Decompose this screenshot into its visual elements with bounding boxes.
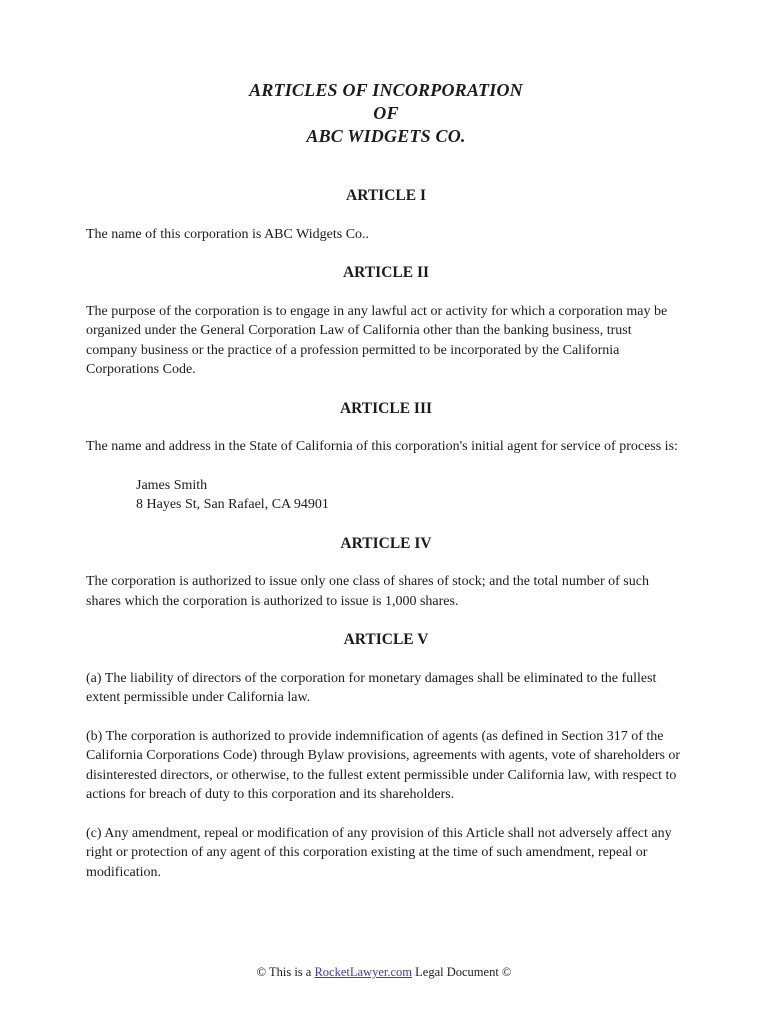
document-title (86, 79, 686, 148)
article-3-heading: ARTICLE III (339, 399, 433, 417)
article-2-paragraph-1: The purpose of the corporation is to engage in any lawful act or activity for which a corporation may be organized under the General Corporation Law of California other than the banking business, trust company business or the practice of a profession permitted to be incorporated by the California Corporations Code. (86, 303, 668, 377)
article-3-paragraph-1: The name and address in the State of California of this corporation's initial agent for service of process is: (86, 439, 678, 454)
footer-suffix-text: Legal Document © (412, 965, 512, 979)
document-title-line-2: OF (373, 103, 399, 123)
article-5 (86, 630, 686, 882)
article-5-paragraph-c: (c) Any amendment, repeal or modification of any provision of this Article shall not adversely affect any right or protection of any agent of this corporation existing at the time of such amendment, repeal or modification. (86, 825, 672, 880)
article-1-heading: ARTICLE I (346, 187, 426, 204)
footer-prefix-text: © This is a (256, 965, 315, 979)
article-1 (86, 186, 686, 244)
document-title-line-1: ARTICLES OF INCORPORATION (249, 80, 523, 100)
article-2-heading: ARTICLE II (342, 264, 430, 281)
article-5-paragraph-a: (a) The liability of directors of the corporation for monetary damages shall be eliminated to the fullest extent permissible under California law. (86, 670, 657, 705)
agent-address: 8 Hayes St, San Rafael, CA 94901 (136, 497, 329, 512)
article-2 (86, 263, 686, 380)
article-4 (86, 534, 686, 612)
article-3 (86, 399, 686, 515)
document-footer (0, 964, 768, 980)
rocketlawyer-link[interactable]: RocketLawyer.com (314, 965, 413, 979)
document-title-line-3: ABC WIDGETS CO. (306, 126, 466, 146)
agent-for-service-block (86, 476, 686, 515)
article-5-heading: ARTICLE V (343, 631, 429, 648)
article-5-paragraph-b: (b) The corporation is authorized to provide indemnification of agents (as defined in Section 317 of the California Corporations Code) through Bylaw provisions, agreements with agents, vote of shareholders or disinterested directors, or otherwise, to the fullest extent permissible under California law, with respect to actions for breach of duty to this corporation and its shareholders. (86, 728, 681, 802)
agent-name: James Smith (136, 477, 208, 493)
article-4-heading: ARTICLE IV (340, 534, 432, 552)
article-4-paragraph-1: The corporation is authorized to issue only one class of shares of stock; and the total number of such shares which the corporation is authorized to issue is 1,000 shares. (86, 574, 649, 609)
article-1-paragraph-1: The name of this corporation is ABC Widgets Co.. (86, 226, 370, 242)
